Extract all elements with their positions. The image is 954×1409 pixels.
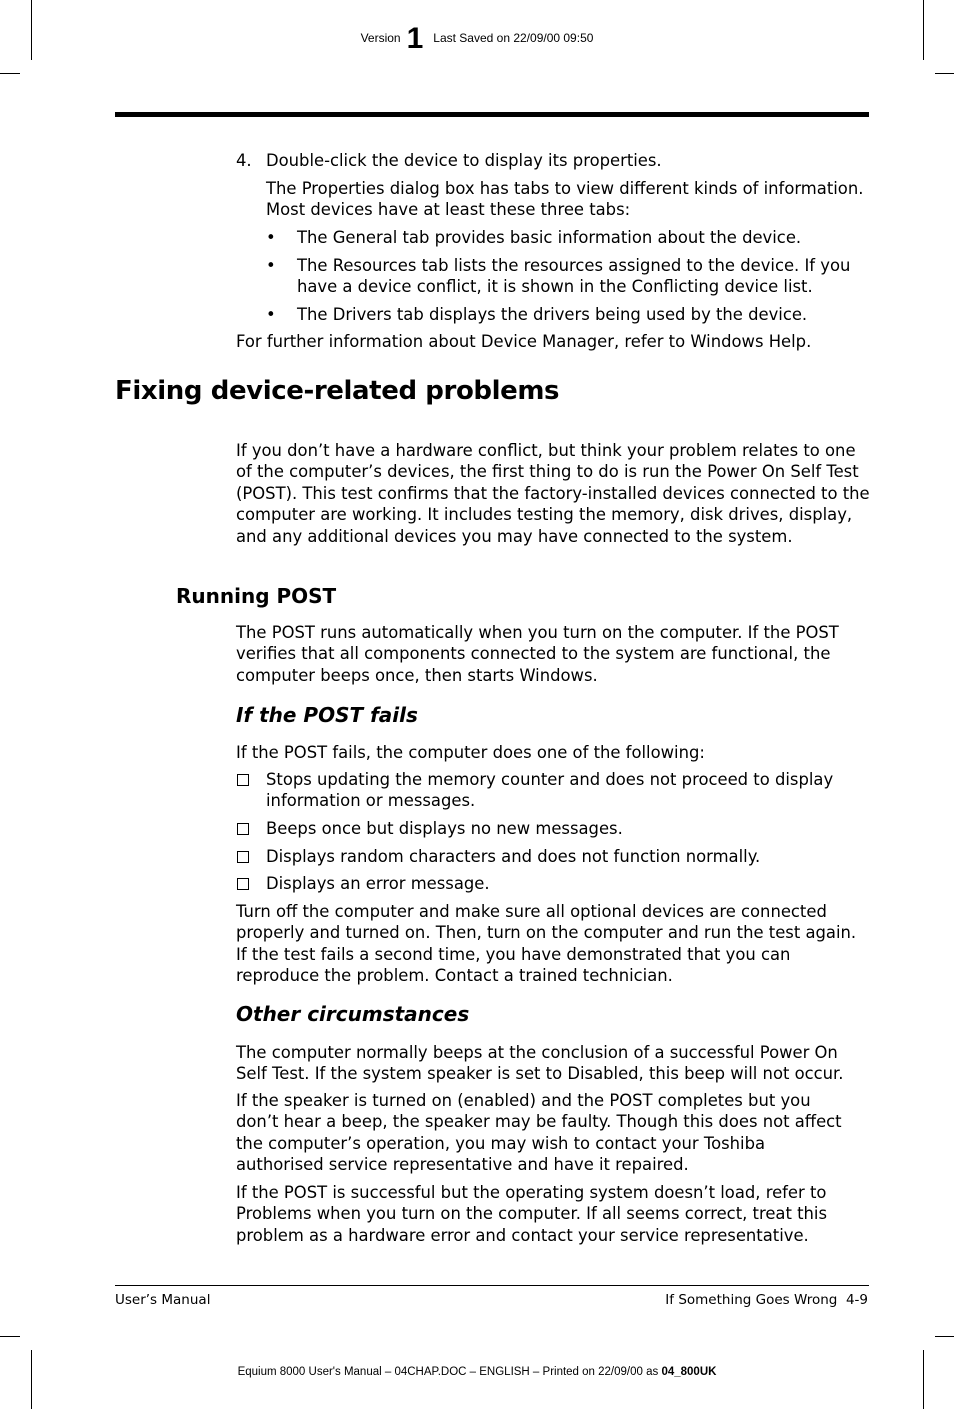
other-title: Other circumstances	[236, 1002, 470, 1026]
print-info-text: Equium 8000 User's Manual – 04CHAP.DOC – ENGLISH – Printed on 22/09/00 as	[237, 1366, 662, 1378]
section-intro: If you don’t have a hardware conflict, but think your problem relates to one of the computer’s devices, the first thing to do is run the Power On Self Test (POST). This test confirms that the factory-installed devices connected to the computer are working. It includes testing the memory, disk drives, display, and any additional devices you may have connected to the system.	[236, 441, 870, 546]
further-info: For further information about Device Manager, refer to Windows Help.	[236, 332, 812, 351]
step-number: 4.	[236, 151, 252, 170]
list-item: Stops updating the memory counter and does not proceed to display information or messages.	[266, 770, 834, 811]
bullet-icon: •	[266, 256, 276, 275]
other-paragraph: If the POST is successful but the operating system doesn’t load, refer to Problems when you turn on the computer. If all seems correct, treat this problem as a hardware error and contact your service representative.	[236, 1183, 828, 1245]
crop-mark	[935, 73, 954, 74]
last-saved: Last Saved on 22/09/00 09:50	[433, 31, 594, 45]
header-rule	[115, 112, 869, 117]
bullet-icon: •	[266, 228, 276, 247]
checkbox-icon	[237, 823, 249, 835]
footer-left: User’s Manual	[115, 1292, 211, 1308]
list-item: Displays random characters and does not function normally.	[266, 847, 761, 866]
crop-mark	[0, 1336, 20, 1337]
subsection-title: Running POST	[176, 584, 337, 608]
bullet-icon: •	[266, 305, 276, 324]
step-detail: The Properties dialog box has tabs to view different kinds of information. Most devices have at least these three tabs:	[266, 179, 864, 220]
version-label: Version	[360, 31, 401, 45]
checkbox-icon	[237, 774, 249, 786]
footer-rule	[115, 1285, 869, 1286]
list-item: Beeps once but displays no new messages.	[266, 819, 623, 838]
print-file-name: 04_800UK	[661, 1366, 717, 1378]
other-paragraph: The computer normally beeps at the conclusion of a successful Power On Self Test. If the system speaker is set to Disabled, this beep will not occur.	[236, 1043, 844, 1084]
footer-right: If Something Goes Wrong 4-9	[665, 1292, 868, 1308]
crop-mark	[923, 1350, 924, 1409]
other-paragraph: If the speaker is turned on (enabled) and the POST completes but you don’t hear a beep, the speaker may be faulty. Though this does not affect the computer’s operation, you may wish to contact your Toshiba authorised service representative and have it repaired.	[236, 1091, 842, 1175]
list-item: Displays an error message.	[266, 874, 490, 893]
checkbox-icon	[237, 878, 249, 890]
step-text: Double-click the device to display its properties.	[266, 151, 662, 170]
section-title: Fixing device-related problems	[115, 376, 560, 406]
crop-mark	[31, 1350, 32, 1409]
running-post-text: The POST runs automatically when you turn on the computer. If the POST verifies that all components connected to the system are functional, the computer beeps once, then starts Windows.	[236, 623, 839, 685]
bullet-item: The Resources tab lists the resources assigned to the device. If you have a device conflict, it is shown in the Conflicting device list.	[297, 256, 851, 297]
checkbox-icon	[237, 851, 249, 863]
print-info	[0, 1366, 954, 1378]
crop-mark	[935, 1336, 954, 1337]
post-fails-conclusion: Turn off the computer and make sure all optional devices are connected properly and turned on. Then, turn on the computer and run the test again. If the test fails a second time, you have demonstrated that you can reproduce the problem. Contact a trained technician.	[236, 902, 857, 986]
bullet-item: The General tab provides basic information about the device.	[297, 228, 802, 247]
post-fails-title: If the POST fails	[236, 703, 418, 727]
version-header	[0, 22, 954, 56]
version-number: 1	[406, 22, 424, 55]
bullet-item: The Drivers tab displays the drivers being used by the device.	[297, 305, 808, 324]
crop-mark	[0, 73, 20, 74]
post-fails-intro: If the POST fails, the computer does one of the following:	[236, 743, 705, 762]
